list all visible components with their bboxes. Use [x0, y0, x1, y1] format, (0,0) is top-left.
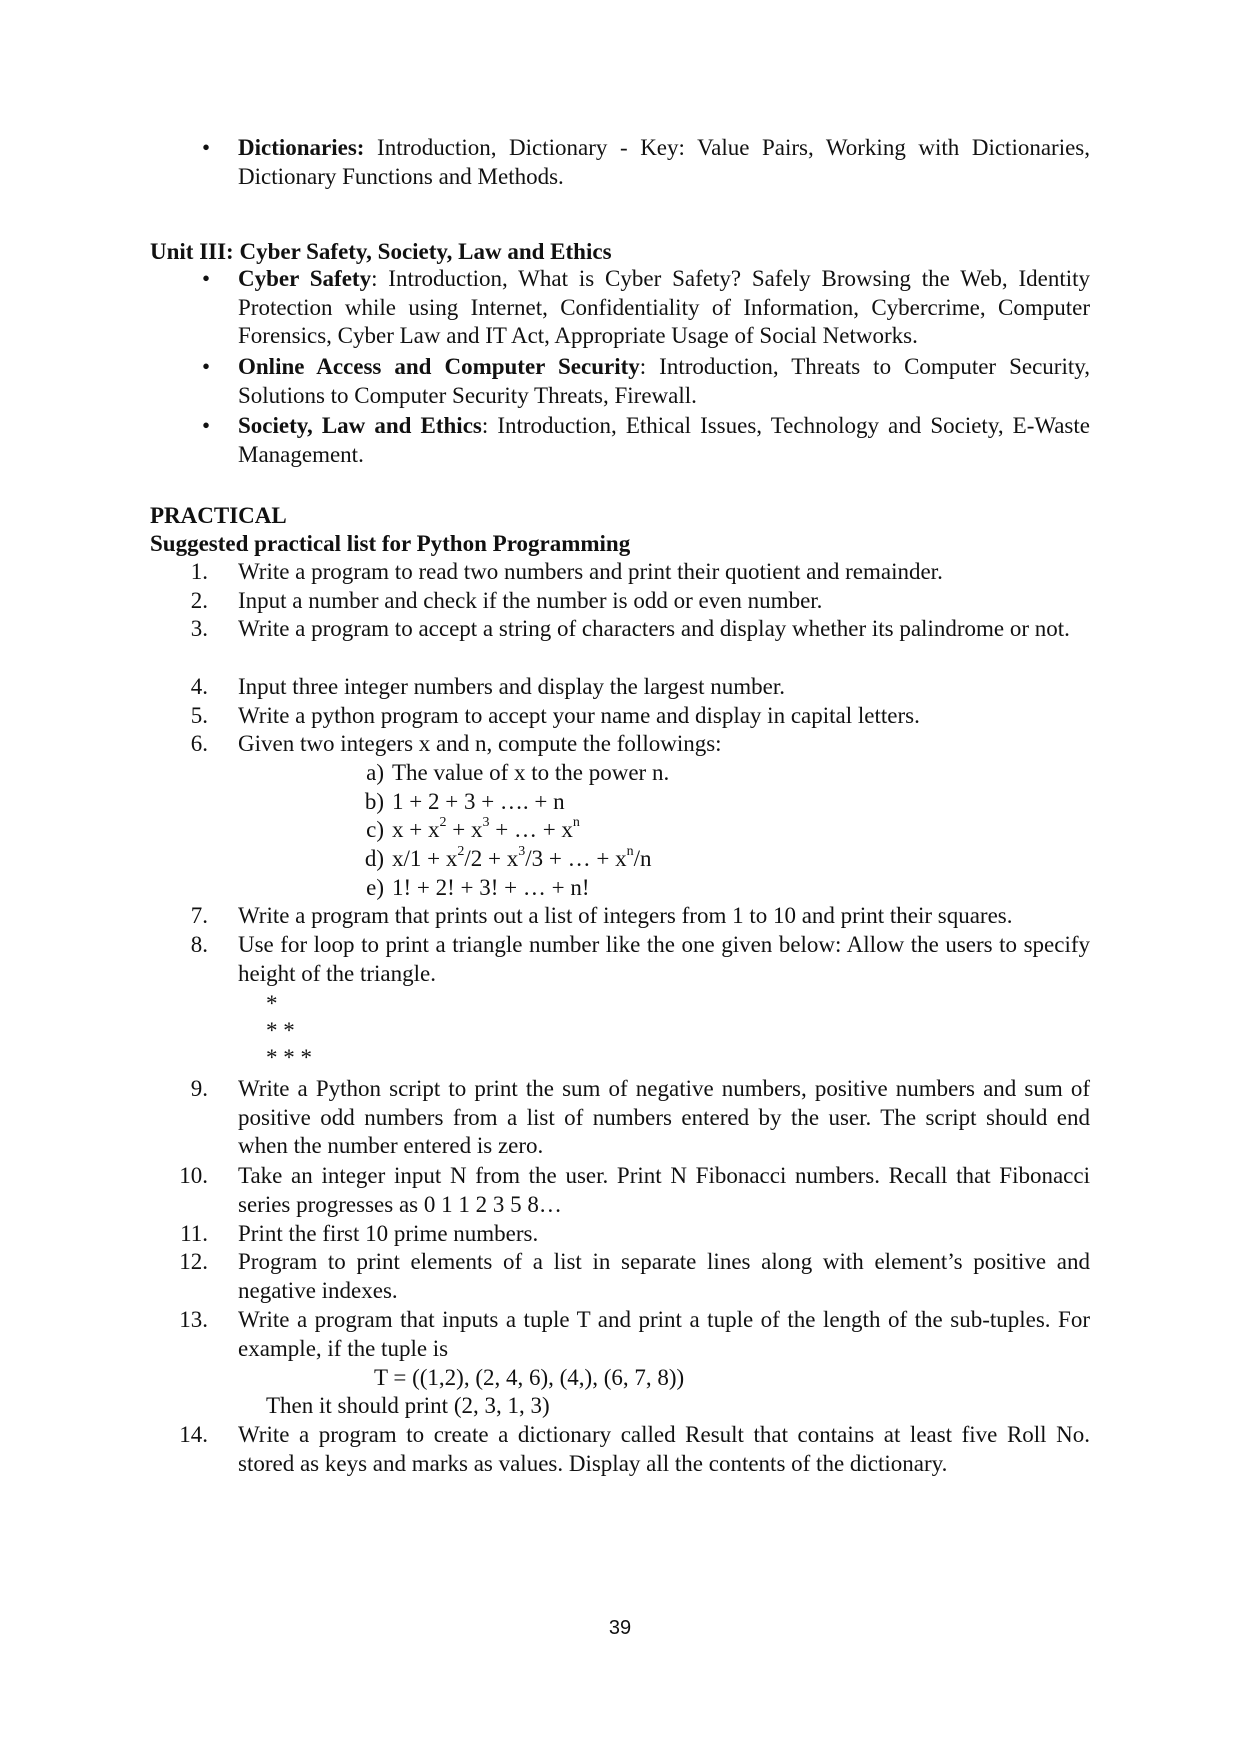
item-text: Write a Python script to print the sum of negative numbers, positive numbers and sum of positive odd numbers from a list of numbers entered by the user. The script should end when the number entered is zero.	[238, 1076, 1090, 1159]
list-item	[190, 673, 1090, 702]
list-item	[190, 1075, 1090, 1161]
bullet-term: Cyber Safety	[238, 266, 372, 291]
list-item	[190, 902, 1090, 931]
list-item	[179, 1306, 1090, 1363]
item-number: 1.	[190, 559, 208, 584]
bullet-society-law	[202, 412, 1090, 469]
bullet-term: Society, Law and Ethics	[238, 413, 482, 438]
item-text: Given two integers x and n, compute the followings:	[238, 731, 722, 756]
item-text: Write a python program to accept your name and display in capital letters.	[238, 703, 920, 728]
sub-label: c)	[366, 817, 384, 842]
item-number: 4.	[190, 674, 208, 699]
sub-text: 1 + 2 + 3 + …. + n	[392, 789, 565, 814]
sub-item-e	[366, 874, 590, 903]
item-number: 3.	[190, 616, 208, 641]
item-text: Write a program to create a dictionary called Result that contains at least five Roll No. stored as keys and marks as values. Display all the contents of the dictionary.	[238, 1422, 1090, 1476]
practical-subheading: Suggested practical list for Python Programming	[150, 531, 631, 556]
tuple-result: Then it should print (2, 3, 1, 3)	[266, 1393, 550, 1418]
practical-heading: PRACTICAL	[150, 503, 287, 528]
list-item	[190, 702, 1090, 731]
item-text: Write a program that inputs a tuple T and print a tuple of the length of the sub-tuples. For example, if the tuple is	[238, 1307, 1090, 1361]
item-text: Input three integer numbers and display the largest number.	[238, 674, 785, 699]
item-text: Use for loop to print a triangle number like the one given below: Allow the users to specify height of the triangle.	[238, 932, 1090, 986]
item-number: 6.	[190, 731, 208, 756]
sub-label: e)	[366, 875, 384, 900]
sub-item-c	[366, 815, 580, 845]
triangle-row-2: * *	[266, 1018, 295, 1043]
sub-text: $x + x^2 + x^3$ + … + $x^n$	[392, 815, 580, 842]
unit-heading: Unit III: Cyber Safety, Society, Law and Ethics	[150, 239, 612, 264]
bullet-icon: •	[202, 354, 211, 379]
item-text: Write a program that prints out a list of integers from 1 to 10 and print their squares.	[238, 903, 1013, 928]
item-text: Input a number and check if the number is odd or even number.	[238, 588, 823, 613]
sub-item-b	[364, 788, 565, 817]
item-text: Program to print elements of a list in separate lines along with element’s positive and negative indexes.	[238, 1249, 1090, 1303]
bullet-cyber-safety	[202, 265, 1091, 351]
item-text: Print the first 10 prime numbers.	[238, 1221, 539, 1246]
item-number: 2.	[190, 588, 208, 613]
list-item	[190, 730, 1090, 759]
item-number: 13.	[179, 1307, 208, 1332]
item-number: 9.	[190, 1076, 208, 1101]
item-number: 14.	[179, 1422, 208, 1447]
item-number: 10.	[179, 1163, 208, 1188]
bullet-text: : Introduction, What is Cyber Safety? Safely Browsing the Web, Identity Protection while using Internet, Confidentiality of Information, Cybercrime, Computer Forensics, Cyber Law and IT Act, Appropriate Usage of Social Networks.	[238, 266, 1091, 349]
bullet-icon: •	[202, 135, 211, 160]
item-number: 12.	[179, 1249, 208, 1274]
list-item	[190, 615, 1090, 644]
list-item	[180, 1220, 1090, 1249]
item-number: 7.	[190, 903, 208, 928]
sub-label: d)	[364, 846, 384, 871]
sub-item-a	[366, 759, 670, 788]
bullet-text: : Introduction, Threats to Computer Security, Solutions to Computer Security Threats, Firewall.	[238, 354, 1090, 408]
bullet-term: Online Access and Computer Security	[238, 354, 640, 379]
list-item	[179, 1421, 1090, 1478]
sub-label: a)	[366, 760, 384, 785]
item-text: Write a program to accept a string of characters and display whether its palindrome or not.	[238, 616, 1070, 641]
bullet-icon: •	[202, 413, 211, 438]
sub-text: $x/1 + x^2/2 + x^3/3$ + … + $x^n/n$	[392, 844, 652, 871]
item-number: 11.	[180, 1221, 208, 1246]
sub-text: The value of x to the power n.	[392, 760, 670, 785]
bullet-dictionaries	[202, 134, 1090, 191]
bullet-term: Dictionaries:	[238, 135, 365, 160]
bullet-text: : Introduction, Ethical Issues, Technology and Society, E-Waste Management.	[238, 413, 1090, 467]
item-text: Take an integer input N from the user. Print N Fibonacci numbers. Recall that Fibonacci series progresses as 0 1 1 2 3 5 8…	[238, 1163, 1090, 1217]
list-item	[190, 558, 1090, 587]
list-item	[190, 587, 1090, 616]
sub-label: b)	[364, 789, 384, 814]
item-text: Write a program to read two numbers and print their quotient and remainder.	[238, 559, 943, 584]
list-item	[179, 1248, 1090, 1305]
bullet-online-access	[202, 353, 1090, 410]
sub-item-d	[364, 844, 652, 874]
bullet-text: Introduction, Dictionary - Key: Value Pairs, Working with Dictionaries, Dictionary Functions and Methods.	[238, 135, 1090, 189]
sub-text: 1! + 2! + 3! + … + n!	[392, 875, 590, 900]
bullet-icon: •	[202, 266, 211, 291]
item-number: 8.	[190, 932, 208, 957]
tuple-example: T = ((1,2), (2, 4, 6), (4,), (6, 7, 8))	[374, 1365, 685, 1390]
list-item	[190, 931, 1090, 988]
page-number: 39	[608, 1617, 632, 1639]
item-number: 5.	[190, 703, 208, 728]
triangle-row-3: * * *	[266, 1045, 312, 1070]
triangle-row-1: *	[266, 991, 278, 1016]
list-item	[179, 1162, 1090, 1219]
